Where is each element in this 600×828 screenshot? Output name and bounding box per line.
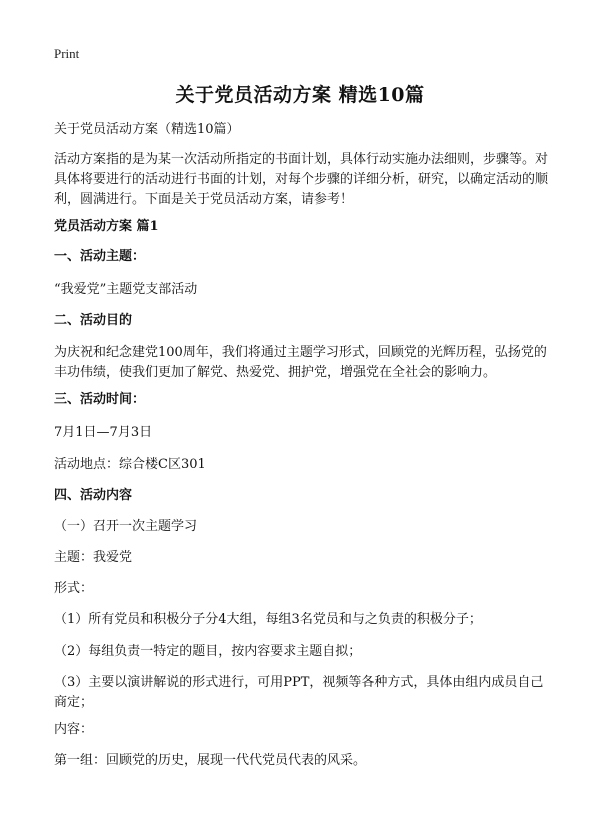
form-label: 形式： <box>54 581 94 596</box>
intro-paragraph: 活动方案指的是为某一次活动所指定的书面计划，具体行动实施办法细则，步骤等。对具体将要进行的活动进行书面的计划，对每个步骤的详细分析，研究，以确定活动的顺利，圆满进行。下面是关于党员活动方案，请参考！ <box>54 152 549 207</box>
document-title: 关于党员活动方案 精选10篇 <box>175 84 425 106</box>
purpose-paragraph: 为庆祝和纪念建党100周年，我们将通过主题学习形式，回顾党的光辉历程，弘扬党的丰功伟绩，使我们更加了解党、热爱党、拥护党，增强党在全社会的影响力。 <box>54 345 547 380</box>
form-item-3: （3）主要以演讲解说的形式进行，可用PPT，视频等各种方式，具体由组内成员自己商定； <box>54 675 544 710</box>
document-subtitle: 关于党员活动方案（精选10篇） <box>54 122 240 137</box>
time-text: 7月1日—7月3日 <box>54 425 153 440</box>
heading-purpose: 二、活动目的 <box>54 313 133 328</box>
content-item-1: （一）召开一次主题学习 <box>54 519 198 534</box>
section-heading: 党员活动方案 篇1 <box>54 219 159 234</box>
heading-content: 四、活动内容 <box>54 488 133 503</box>
form-item-1: （1）所有党员和积极分子分4大组，每组3名党员和与之负责的积极分子； <box>54 612 482 627</box>
content-label: 内容： <box>54 722 94 737</box>
subject-text: 主题：我爱党 <box>54 550 133 565</box>
location-text: 活动地点：综合楼C区301 <box>54 457 206 472</box>
theme-text: “我爱党”主题党支部活动 <box>54 282 198 297</box>
group-1-text: 第一组：回顾党的历史，展现一代代党员代表的风采。 <box>54 753 367 768</box>
heading-time: 三、活动时间： <box>54 392 146 407</box>
form-item-2: （2）每组负责一特定的题目，按内容要求主题自拟； <box>54 644 362 659</box>
print-link[interactable]: Print <box>54 46 80 61</box>
heading-theme: 一、活动主题： <box>54 249 146 264</box>
